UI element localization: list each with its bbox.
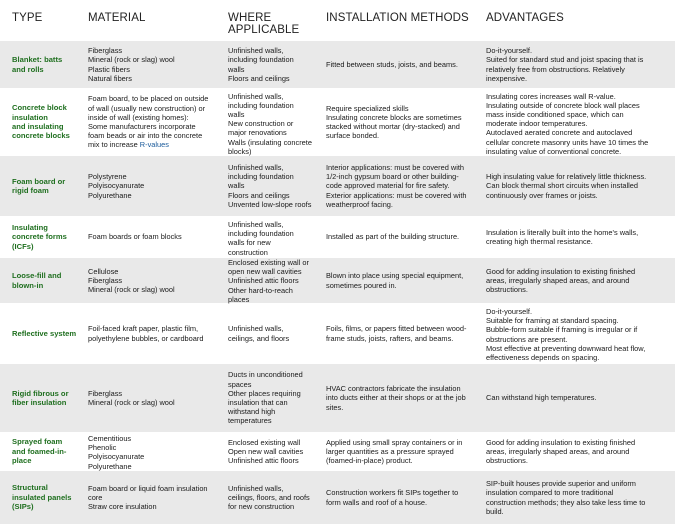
header-where-line: WHERE (228, 12, 272, 24)
row-type (12, 483, 84, 511)
row-where-applicable-line: for new construction (228, 502, 295, 512)
table-row (0, 88, 675, 156)
row-where-applicable-line: withstand high (228, 407, 276, 417)
table-row (0, 258, 675, 303)
row-advantages-line: Autoclaved aerated concrete and autoclaved (486, 128, 633, 138)
row-material-line: Mineral (rock or slag) wool (88, 398, 175, 407)
row-where-applicable-line: Other places requiring (228, 388, 301, 398)
row-material-line: Fiberglass (88, 46, 123, 56)
row-installation-line: stacked without mortar (dry-stacked) and (326, 122, 460, 131)
row-advantages-line: Do-it-yourself. (486, 307, 532, 316)
row-where-applicable-line: Unvented low-slope roofs (228, 199, 312, 209)
row-advantages (486, 92, 669, 156)
row-where-applicable (228, 324, 320, 342)
row-where-applicable (228, 438, 320, 466)
row-where-applicable (228, 46, 320, 83)
row-where-applicable-line: Floors and ceilings (228, 73, 290, 83)
row-material-line: Fiberglass (88, 388, 123, 398)
row-installation (326, 104, 478, 141)
row-installation (326, 232, 478, 241)
row-advantages-line: obstructions. (486, 285, 528, 295)
row-advantages-line: Can withstand high temperatures. (486, 393, 597, 403)
row-advantages (486, 46, 669, 83)
row-advantages-line: Can block thermal short circuits when installed (486, 181, 638, 191)
header-where-applicable (228, 12, 299, 36)
row-installation-line: code approved material for fire safety. (326, 181, 450, 191)
row-material-line: Polyurethane (88, 461, 132, 471)
row-installation-line: sites. (326, 402, 344, 412)
row-material-line: Mineral (rock or slag) wool (88, 55, 175, 65)
row-advantages-line: Suited for standard stud and joist spacing that is (486, 55, 644, 65)
row-installation-line: (foamed-in-place) product. (326, 456, 413, 466)
row-type (12, 103, 84, 141)
row-advantages-line: High insulating value for relatively little thickness. (486, 172, 647, 182)
row-where-applicable-line: spaces (228, 379, 252, 389)
row-type-line: insulation (12, 112, 48, 122)
row-material (88, 484, 223, 512)
row-advantages (486, 307, 669, 362)
row-where-applicable-line: including foundation (228, 100, 294, 110)
row-advantages-line: obstructions. (486, 456, 528, 466)
row-installation-line: larger quantities as a pressure sprayed (326, 446, 454, 456)
header-where-line: APPLICABLE (228, 24, 300, 36)
row-where-applicable-line: including foundation (228, 229, 294, 239)
row-installation-line: Applied using small spray containers or in (326, 437, 463, 447)
table-row (0, 471, 675, 524)
row-where-applicable-line: Enclosed existing wall (228, 437, 301, 447)
row-type-line: Loose-fill and (12, 271, 62, 281)
row-advantages-line: insulation compared to more traditional (486, 488, 614, 498)
row-where-applicable-line: walls (228, 64, 245, 74)
row-where-applicable-line: Walls (insulating concrete (228, 137, 312, 147)
row-installation-line: HVAC contractors fabricate the insulation (326, 384, 461, 394)
row-type-line: place (12, 456, 32, 466)
table-row (0, 156, 675, 216)
row-type-line: concrete forms (12, 232, 67, 242)
row-material-line: foam beads or air into the concrete (88, 131, 203, 141)
row-installation-line: frame studs, joists, rafters, and beams. (326, 333, 454, 343)
header-type: TYPE (12, 12, 43, 24)
row-installation-line: sometimes poured in. (326, 280, 397, 290)
row-type-line: and rolls (12, 64, 44, 74)
row-type-line: Foam board or (12, 176, 66, 186)
row-material-line: Foam board or liquid foam insulation (88, 483, 208, 493)
row-installation (326, 271, 478, 289)
row-where-applicable-line: Unfinished attic floors (228, 276, 299, 286)
row-type (12, 271, 84, 290)
header-material: MATERIAL (88, 12, 146, 24)
row-advantages (486, 172, 669, 200)
row-type-line: Concrete block (12, 103, 67, 113)
row-advantages-line: Insulating cores increases wall R-value. (486, 91, 616, 101)
row-advantages-line: Do-it-yourself. (486, 46, 532, 56)
row-installation-line: surface bonded. (326, 131, 380, 141)
table-row (0, 216, 675, 258)
row-material (88, 172, 223, 200)
row-where-applicable-line: Unfinished walls, (228, 163, 284, 172)
row-material (88, 232, 223, 241)
row-installation (326, 163, 478, 209)
row-where-applicable-line: ceilings, and floors (228, 333, 290, 343)
row-material (88, 389, 223, 407)
row-installation (326, 488, 478, 506)
row-advantages (486, 228, 669, 246)
row-installation-line: Installed as part of the building structure. (326, 232, 460, 242)
row-advantages-line: Most effective at preventing downward heat flow, (486, 343, 646, 353)
row-material-line: Cellulose (88, 266, 119, 276)
row-material (88, 267, 223, 295)
row-advantages-line: areas, irregularly shaped areas, and around (486, 446, 630, 456)
row-advantages (486, 267, 669, 295)
row-where-applicable-line: Unfinished attic floors (228, 456, 299, 466)
table-row (0, 303, 675, 364)
row-advantages-line: moderate indoor temperatures. (486, 119, 588, 129)
row-installation (326, 60, 478, 69)
row-advantages-line: Insulation is literally built into the home's walls, (486, 227, 639, 237)
row-type (12, 389, 84, 408)
r-values-link[interactable]: R-values (139, 140, 169, 150)
row-where-applicable-line: walls (228, 181, 245, 191)
row-type-line: fiber insulation (12, 398, 67, 407)
row-material (88, 434, 223, 471)
row-advantages-line: relatively free from obstructions. Relatively (486, 64, 625, 74)
row-where-applicable (228, 484, 320, 512)
row-where-applicable (228, 258, 320, 304)
row-installation-line: 1/2-inch gypsum board or other building- (326, 172, 459, 182)
row-where-applicable (228, 220, 320, 257)
row-material-line: Mineral (rock or slag) wool (88, 285, 175, 295)
row-where-applicable-line: Other hard-to-reach (228, 285, 293, 295)
row-material-line: inside of wall (existing homes): (88, 112, 189, 122)
row-type (12, 55, 84, 74)
header-advantages: ADVANTAGES (486, 12, 564, 24)
row-where-applicable-line: construction (228, 247, 268, 257)
row-advantages-line: Good for adding insulation to existing finished (486, 437, 636, 447)
row-material-line: polyethylene bubbles, or cardboard (88, 333, 204, 343)
row-where-applicable-line: temperatures (228, 416, 272, 426)
header-installation: INSTALLATION METHODS (326, 12, 469, 24)
row-where-applicable-line: walls for new (228, 238, 271, 248)
row-material-line: Foam board, to be placed on outside (88, 94, 209, 104)
row-material-line (88, 140, 223, 149)
table-row (0, 41, 675, 88)
row-installation-line: Blown into place using special equipment, (326, 271, 464, 281)
row-where-applicable-line: Unfinished walls, (228, 483, 284, 493)
row-installation-line: weatherproof facing. (326, 199, 393, 209)
row-installation-line: Construction workers fit SIPs together to (326, 488, 459, 498)
row-type (12, 437, 84, 465)
row-advantages-line: Suitable for framing at standard spacing. (486, 316, 619, 326)
row-advantages-line: creating high thermal resistance. (486, 237, 593, 246)
row-installation-line: Foils, films, or papers fitted between wood- (326, 324, 467, 334)
table-header (0, 0, 675, 41)
row-where-applicable-line: ceilings, floors, and roofs (228, 492, 310, 502)
row-advantages-line: mass inside conditioned space, which can (486, 110, 624, 119)
row-type-line: rigid foam (12, 186, 49, 195)
row-installation-line: Require specialized skills (326, 103, 409, 113)
row-where-applicable-line: insulation that can (228, 398, 288, 407)
row-advantages-line: build. (486, 506, 504, 516)
row-installation (326, 324, 478, 342)
row-advantages-line: insulating value of conventional concrete. (486, 146, 622, 156)
row-type-line: Reflective system (12, 328, 77, 338)
row-material-line: Cementitious (88, 434, 132, 443)
row-installation-line: form walls and roof of a house. (326, 497, 428, 507)
row-where-applicable-line: Enclosed existing wall or (228, 258, 309, 267)
row-advantages-line: inexpensive. (486, 73, 528, 83)
row-material (88, 46, 223, 83)
row-advantages-line: cellular concrete masonry units have 10 times the (486, 137, 649, 147)
row-material-line: Polyisocyanurate (88, 181, 145, 191)
row-type-line: Rigid fibrous or (12, 388, 69, 398)
row-material-line: Fiberglass (88, 275, 123, 285)
row-installation-line: into ducts either at their shops or at the job (326, 393, 466, 403)
row-material-line: Some manufacturers incorporate (88, 122, 196, 131)
row-where-applicable-line: Floors and ceilings (228, 190, 290, 200)
row-advantages-line: effectiveness depends on spacing. (486, 353, 600, 363)
row-material-line: Plastic fibers (88, 64, 130, 74)
row-material-line: Foam boards or foam blocks (88, 232, 182, 242)
row-type-line: Blanket: batts (12, 55, 63, 65)
row-advantages-line: obstructions are present. (486, 334, 568, 344)
row-installation-line: Fitted between studs, joists, and beams. (326, 59, 458, 69)
row-material-line: Straw core insulation (88, 502, 157, 512)
row-where-applicable-line: walls (228, 110, 245, 119)
row-installation-line: Exterior applications: must be covered with (326, 190, 467, 200)
row-advantages (486, 393, 669, 402)
row-type (12, 223, 84, 251)
row-advantages (486, 479, 669, 516)
row-material-line: of wall (usually new construction) or (88, 103, 206, 113)
row-installation-line: Interior applications: must be covered with (326, 163, 465, 172)
row-installation (326, 384, 478, 412)
row-advantages (486, 438, 669, 466)
row-where-applicable-line: Unfinished walls, (228, 324, 284, 334)
row-material-line: Foil-faced kraft paper, plastic film, (88, 324, 199, 334)
row-where-applicable-line: open new wall cavities (228, 267, 302, 277)
row-where-applicable-line: Unfinished walls, (228, 91, 284, 101)
row-where-applicable-line: Unfinished walls, (228, 46, 284, 56)
row-where-applicable-line: including foundation (228, 55, 294, 65)
row-type (12, 177, 84, 196)
row-where-applicable (228, 163, 320, 209)
row-where-applicable (228, 370, 320, 425)
row-type-line: (ICFs) (12, 241, 34, 251)
row-material-line: Natural fibers (88, 73, 132, 83)
row-where-applicable-line: places (228, 294, 250, 304)
row-where-applicable-line: New construction or (228, 119, 294, 129)
row-where-applicable (228, 92, 320, 156)
row-where-applicable-line: Unfinished walls, (228, 220, 284, 229)
row-where-applicable-line: blocks) (228, 146, 252, 156)
row-installation-line: Insulating concrete blocks are sometimes (326, 112, 462, 122)
row-type-line: and foamed-in- (12, 446, 67, 456)
table-row (0, 432, 675, 471)
row-installation (326, 438, 478, 466)
row-advantages-line: areas, irregularly shaped areas, and around (486, 275, 630, 285)
row-where-applicable-line: Ducts in unconditioned (228, 370, 303, 380)
row-where-applicable-line: major renovations (228, 128, 287, 138)
row-advantages-line: continuously over frames or joists. (486, 190, 598, 200)
row-type-line: (SIPs) (12, 502, 34, 512)
row-type (12, 329, 84, 338)
row-type-line: concrete blocks (12, 131, 70, 141)
row-advantages-line: Insulating outside of concrete block wall places (486, 100, 640, 110)
row-where-applicable-line: including foundation (228, 172, 294, 182)
row-type-line: insulated panels (12, 492, 72, 502)
row-material-line: core (88, 492, 103, 502)
table-row (0, 364, 675, 432)
row-type-line: and insulating (12, 122, 64, 131)
row-advantages-line: construction methods; they also take less time to (486, 497, 646, 507)
row-material-line: Polystyrene (88, 172, 127, 182)
row-advantages-line: SIP-built houses provide superior and uniform (486, 479, 636, 489)
row-advantages-line: Good for adding insulation to existing finished (486, 266, 636, 276)
row-advantages-line: Bubble-form suitable if framing is irregular or if (486, 325, 638, 335)
row-material-line: Polyurethane (88, 190, 132, 200)
row-where-applicable-line: Open new wall cavities (228, 446, 304, 456)
row-material-text: mix to increase (88, 140, 140, 150)
row-material (88, 94, 223, 149)
row-type-line: Structural (12, 483, 48, 493)
row-material-line: Phenolic (88, 443, 117, 453)
row-material (88, 324, 223, 342)
row-material-line: Polyisocyanurate (88, 452, 145, 462)
row-type-line: Sprayed foam (12, 437, 63, 447)
row-type-line: blown-in (12, 280, 44, 290)
row-type-line: Insulating (12, 222, 48, 232)
